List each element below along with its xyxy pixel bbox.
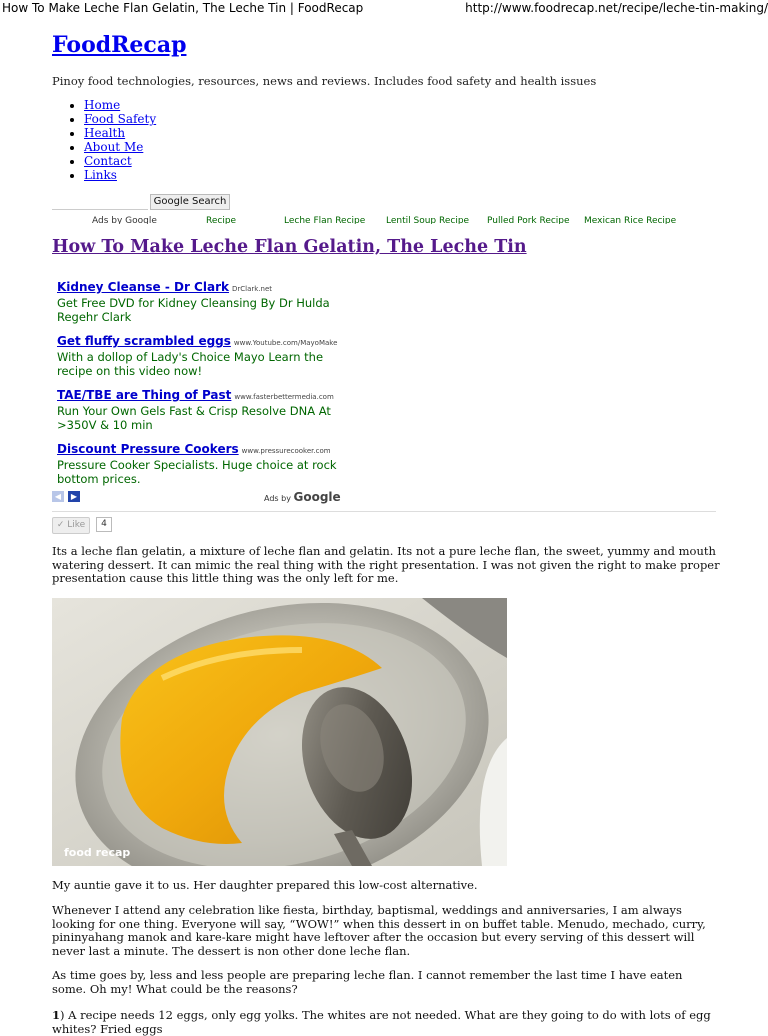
paragraph-reasons: As time goes by, less and less people are preparing leche flan. I cannot remember the last time I have eaten some. Oh my! What could be the reasons? bbox=[52, 968, 683, 996]
ad-block bbox=[57, 276, 337, 492]
ad-prev-arrow-icon[interactable]: ◀ bbox=[52, 491, 64, 502]
like-label: Like bbox=[67, 520, 86, 530]
reason-text: ) A recipe needs 12 eggs, only egg yolks. The whites are not needed. What are they going to do with lots of egg whites? Fried eggs bbox=[52, 1008, 711, 1036]
nav-item-links bbox=[84, 168, 156, 182]
site-tagline: Pinoy food technologies, resources, news and reviews. Includes food safety and health issues bbox=[52, 74, 597, 88]
like-thumb-icon: ✓ bbox=[56, 520, 68, 530]
like-button[interactable] bbox=[52, 517, 90, 534]
nav-link-about-me[interactable]: About Me bbox=[84, 140, 144, 154]
ad-item bbox=[57, 438, 337, 486]
ad-description: Pressure Cooker Specialists. Huge choice at rock bottom prices. bbox=[57, 458, 337, 486]
nav-link-food-safety[interactable]: Food Safety bbox=[84, 112, 157, 126]
paragraph-auntie: My auntie gave it to us. Her daughter prepared this low-cost alternative. bbox=[52, 878, 478, 892]
site-title-link[interactable]: FoodRecap bbox=[52, 32, 187, 58]
ad-link-lentil-soup-recipe[interactable]: Lentil Soup Recipe bbox=[386, 216, 470, 224]
leche-flan-photo bbox=[52, 598, 507, 866]
ad-description: With a dollop of Lady's Choice Mayo Learn the recipe on this video now! bbox=[57, 350, 324, 378]
ad-item bbox=[57, 384, 337, 432]
nav-item-home bbox=[84, 98, 156, 112]
ad-links-bar bbox=[52, 214, 692, 224]
paragraph-reason-1 bbox=[52, 1009, 720, 1036]
ad-url[interactable]: www.pressurecooker.com bbox=[241, 447, 331, 455]
ad-nav bbox=[52, 490, 341, 504]
ad-next-arrow-icon[interactable]: ▶ bbox=[68, 491, 80, 502]
nav-item-food-safety bbox=[84, 112, 156, 126]
nav-link-home[interactable]: Home bbox=[84, 98, 121, 112]
paragraph-celebrations: Whenever I attend any celebration like fiesta, birthday, baptismal, weddings and anniversaries, I am always looking for one thing. Everyone will say, “WOW!” when this dessert in on buffet table. Menudo, mechado, curry, pininyahang manok and kare-kare might have leftover after the occasion but every serving of this dessert will never last a minute. The dessert is non other done leche flan. bbox=[52, 903, 706, 958]
ads-by-prefix: Ads by bbox=[264, 494, 294, 503]
ad-url[interactable]: www.Youtube.com/MayoMake bbox=[233, 339, 338, 347]
photo-illustration bbox=[52, 598, 507, 866]
ad-links-label: Ads by Google bbox=[92, 216, 157, 224]
divider bbox=[52, 511, 716, 512]
ad-url[interactable]: www.fasterbettermedia.com bbox=[234, 393, 334, 401]
nav-item-about-me bbox=[84, 140, 156, 154]
search-input[interactable] bbox=[52, 194, 148, 210]
page-print-title: How To Make Leche Flan Gelatin, The Leche Tin | FoodRecap bbox=[2, 1, 364, 15]
nav-link-contact[interactable]: Contact bbox=[84, 154, 132, 168]
ad-item bbox=[57, 330, 337, 378]
google-search-button[interactable]: Google Search bbox=[150, 194, 230, 210]
print-header bbox=[0, 0, 768, 16]
ad-description: Get Free DVD for Kidney Cleansing By Dr Hulda Regehr Clark bbox=[57, 296, 330, 324]
nav-link-links[interactable]: Links bbox=[84, 168, 117, 182]
page-print-url: http://www.foodrecap.net/recipe/leche-tin-making/ bbox=[465, 1, 768, 15]
google-logo-text: Google bbox=[293, 490, 341, 504]
ad-title-link[interactable]: Kidney Cleanse - Dr Clark bbox=[57, 280, 229, 294]
intro-paragraph: Its a leche flan gelatin, a mixture of leche flan and gelatin. Its not a pure leche flan, the sweet, yummy and mouth watering dessert. It can mimic the real thing with the right presentation. I was not given the right to make proper presentation cause this little thing was the only left for me. bbox=[52, 544, 720, 585]
ad-link-recipe[interactable]: Recipe bbox=[206, 216, 237, 224]
ad-link-leche-flan-recipe[interactable]: Leche Flan Recipe bbox=[284, 216, 366, 224]
ad-title-link[interactable]: Get fluffy scrambled eggs bbox=[57, 334, 231, 348]
nav-item-health bbox=[84, 126, 156, 140]
like-count: 4 bbox=[96, 517, 112, 532]
reason-number: 1 bbox=[52, 1008, 61, 1022]
ad-description: Run Your Own Gels Fast & Crisp Resolve DNA At >350V & 10 min bbox=[57, 404, 331, 432]
ad-link-mexican-rice-recipe[interactable]: Mexican Rice Recipe bbox=[584, 216, 677, 224]
ad-url[interactable]: DrClark.net bbox=[231, 285, 273, 293]
nav-item-contact bbox=[84, 154, 156, 168]
ads-by-google-label[interactable] bbox=[264, 490, 341, 504]
photo-watermark: food recap bbox=[64, 846, 131, 859]
nav-link-health[interactable]: Health bbox=[84, 126, 126, 140]
ad-item bbox=[57, 276, 337, 324]
ad-link-pulled-pork-recipe[interactable]: Pulled Pork Recipe bbox=[487, 216, 570, 224]
ad-title-link[interactable]: TAE/TBE are Thing of Past bbox=[57, 388, 232, 402]
ad-title-link[interactable]: Discount Pressure Cookers bbox=[57, 442, 239, 456]
post-title-link[interactable]: How To Make Leche Flan Gelatin, The Leche Tin bbox=[52, 237, 527, 257]
main-nav bbox=[52, 98, 156, 182]
